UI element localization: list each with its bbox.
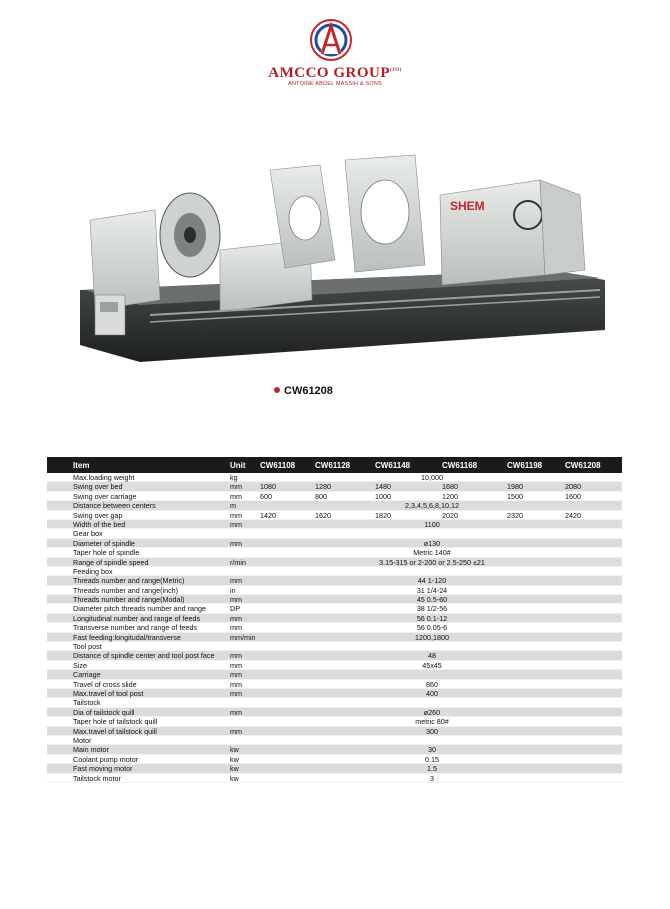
model-caption [274,385,333,397]
row-item-name: Max.travel of tool post [73,688,144,698]
row-unit: mm [230,595,242,605]
row-value: 2020 [442,510,458,520]
row-shared-value: 56 0.05-6 [416,623,448,633]
table-row [47,642,622,651]
row-shared-value: metric 80# [415,717,449,727]
row-shared-value: 2,3,4,5,6,8,10,12 [405,501,459,511]
row-item-name: Carriage [73,670,101,680]
row-shared-value: 48 [428,651,436,661]
row-unit: mm [230,491,242,501]
row-value: 1480 [375,482,391,492]
row-item-name: Dia of tailstock quill [73,707,135,717]
table-row [47,736,622,745]
row-unit: m [230,501,236,511]
row-value: 1000 [375,491,391,501]
row-unit: mm/min [230,632,256,642]
model-name: CW61208 [284,385,333,397]
row-unit: mm [230,670,242,680]
row-item-name: Diameter of spindle [73,538,135,548]
row-item-name: Diameter pitch threads number and range [73,604,207,614]
row-shared-value: 1200,1800 [415,632,449,642]
row-item-name: Transverse number and range of feeds [73,623,197,633]
row-unit: mm [230,576,242,586]
row-shared-value: ø260 [423,707,441,717]
row-item-name: Swing over bed [73,482,123,492]
brand-subtitle: ANTOINE ABDEL MASSIH & SONS [288,81,382,87]
row-item-name: Swing over gap [73,510,123,520]
row-item-name: Fast feeding:longitudal/transverse [73,632,181,642]
row-item-name: Tailstock [73,698,101,708]
table-row [47,511,622,520]
row-shared-value: ø130 [423,538,441,548]
table-row [47,473,622,482]
row-shared-value: 300 [426,726,438,736]
row-item-name: Max.loading weight [73,473,135,482]
header-unit: Unit [230,461,246,470]
row-item-name: Coolant pump motor [73,754,139,764]
table-row [47,614,622,623]
table-row [47,492,622,501]
row-item-name: Width of the bed [73,519,126,529]
row-unit: mm [230,623,242,633]
row-shared-value: 45 0.5-60 [416,595,448,605]
row-item-name: Distance between centers [73,501,156,511]
row-value: 2080 [565,482,581,492]
bullet-dot-icon [274,387,280,393]
spec-table [47,457,622,783]
row-item-name: Main motor [73,745,109,755]
table-row [47,661,622,670]
row-shared-value: 1100 [424,519,440,529]
row-value: 1500 [507,491,523,501]
row-shared-value: Metric 140# [413,548,451,558]
row-value: 1620 [315,510,331,520]
row-item-name: Longitudinal number and range of feeds [73,613,201,623]
row-value: 1820 [375,510,391,520]
row-item-name: Max.travel of tailstock quill [73,726,157,736]
table-row [47,680,622,689]
table-row [47,576,622,585]
spec-table-body [47,473,622,783]
lathe-machine-image [80,140,610,365]
row-item-name: Gear box [73,529,103,539]
row-item-name: Fast moving motor [73,764,133,774]
row-shared-value: 38 1/2-56 [416,604,448,614]
row-value: 2420 [565,510,581,520]
row-value: 1200 [442,491,458,501]
row-shared-value: 1.5 [427,764,437,774]
row-unit: mm [230,482,242,492]
row-unit: mm [230,519,242,529]
machine-nameplate: SHEM [450,199,485,213]
row-unit: kw [230,754,239,764]
table-row [47,482,622,491]
spec-table-header [47,457,622,473]
header-cw61128: CW61128 [315,461,351,470]
brand-block [0,65,670,87]
table-row [47,764,622,773]
row-unit: kw [230,745,239,755]
row-unit: mm [230,613,242,623]
row-shared-value: 3 [430,773,434,783]
row-item-name: Distance of spindle center and tool post face [73,651,215,661]
row-unit: r/min [230,557,246,567]
row-item-name: Travel of cross slide [73,679,137,689]
row-shared-value: 400 [426,688,438,698]
row-unit: kg [230,473,238,482]
row-value: 600 [260,491,272,501]
row-unit: mm [230,660,242,670]
header-cw61108: CW61108 [260,461,296,470]
row-item-name: Tool post [73,642,102,652]
row-value: 2320 [507,510,523,520]
row-unit: in [230,585,236,595]
table-row [47,651,622,660]
amcco-emblem-icon [306,16,356,66]
row-unit: mm [230,688,242,698]
header-cw61168: CW61168 [442,461,478,470]
table-row [47,633,622,642]
row-value: 1600 [565,491,581,501]
row-item-name: Tailstock motor [73,773,121,783]
table-row [47,539,622,548]
row-value: 1420 [260,510,276,520]
row-item-name: Swing over carriage [73,491,137,501]
table-row [47,520,622,529]
table-row [47,558,622,567]
row-shared-value: 56 0.1-12 [416,613,448,623]
table-row [47,604,622,613]
row-value: 1980 [507,482,523,492]
row-value: 800 [315,491,327,501]
header-cw61198: CW61198 [507,461,543,470]
row-item-name: Threads number and range(Metric) [73,576,185,586]
row-unit: mm [230,679,242,689]
row-shared-value: 30 [428,745,436,755]
company-logo [0,10,670,90]
row-item-name: Size [73,660,87,670]
table-row [47,623,622,632]
row-shared-value: 860 [426,679,438,689]
table-row [47,717,622,726]
row-shared-value: 45x45 [422,660,442,670]
row-shared-value: 31 1/4-24 [416,585,448,595]
row-unit: mm [230,510,242,520]
row-unit: kw [230,773,239,783]
row-unit: kw [230,764,239,774]
row-item-name: Taper hole of tailstock quill [73,717,158,727]
table-row [47,548,622,557]
header-cw61148: CW61148 [375,461,411,470]
row-item-name: Threads number and range(Modal) [73,595,185,605]
row-unit: mm [230,538,242,548]
table-row [47,567,622,576]
row-value: 1280 [315,482,331,492]
table-row [47,586,622,595]
table-row [47,595,622,604]
row-item-name: Range of spindle speed [73,557,149,567]
table-row [47,727,622,736]
table-row [47,755,622,764]
row-item-name: Threads number and range(inch) [73,585,179,595]
header-item: Item [73,461,90,470]
row-shared-value: 0.15 [425,754,439,764]
row-unit: mm [230,651,242,661]
table-row [47,698,622,707]
row-value: 1080 [260,482,276,492]
table-row [47,745,622,754]
header-cw61208: CW61208 [565,461,601,470]
row-value: 1680 [442,482,458,492]
row-shared-value: 3.15-315 or 2-200 or 2.5-250 ±21 [379,557,485,567]
row-unit: DP [230,604,240,614]
table-row [47,708,622,717]
row-shared-value: 44 1-120 [417,576,447,586]
table-row [47,774,622,783]
table-row [47,670,622,679]
row-shared-value: 10,000 [421,473,443,482]
table-row [47,529,622,538]
table-row [47,501,622,510]
row-unit: mm [230,707,242,717]
table-row [47,689,622,698]
row-item-name: Motor [73,735,92,745]
row-item-name: Taper hole of spindle [73,548,140,558]
brand-name: AMCCO $GROUP^{(JO)}$ [268,65,402,81]
row-unit: mm [230,726,242,736]
row-item-name: Feeding box [73,566,113,576]
